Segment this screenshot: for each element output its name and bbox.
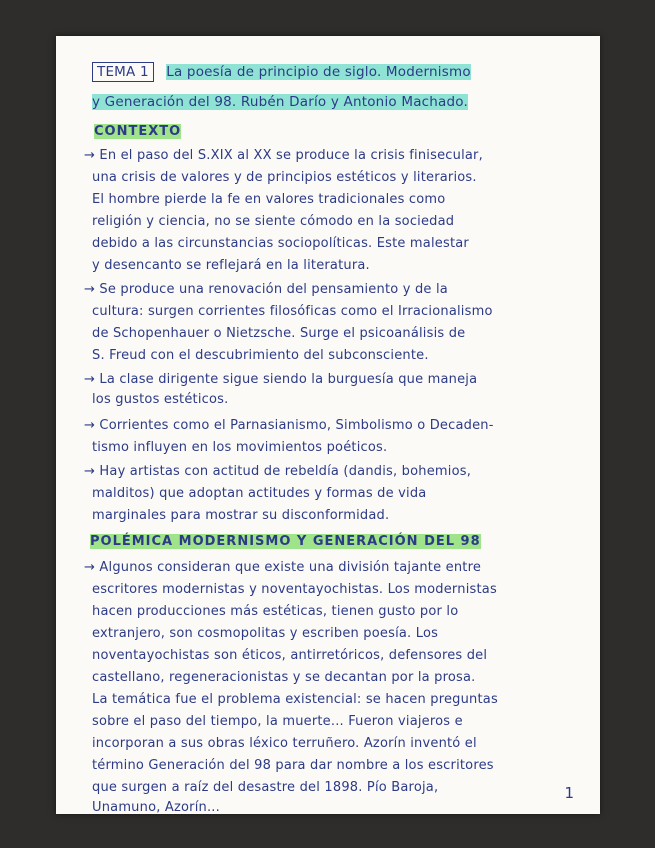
polemica-line: La temática fue el problema existencial: se hacen preguntas (92, 692, 498, 707)
polemica-line: → Algunos consideran que existe una división tajante entre (84, 560, 482, 575)
polemica-heading: POLÉMICA MODERNISMO Y GENERACIÓN DEL 98 (90, 534, 481, 549)
title-line-2 (92, 94, 468, 110)
contexto-line: S. Freud con el descubrimiento del subconsciente. (92, 348, 429, 363)
polemica-line: hacen producciones más estéticas, tienen gusto por lo (92, 604, 459, 619)
contexto-line: cultura: surgen corrientes filosóficas como el Irracionalismo (92, 304, 493, 319)
polemica-line: extranjero, son cosmopolitas y escriben poesía. Los (92, 626, 439, 641)
title-text-2: y Generación del 98. Rubén Darío y Antonio Machado. (92, 94, 468, 110)
contexto-line: → Corrientes como el Parnasianismo, Simbolismo o Decaden- (84, 418, 494, 433)
contexto-line: tismo influyen en los movimientos poéticos. (92, 440, 388, 455)
polemica-line: incorporan a sus obras léxico terruñero. Azorín inventó el (92, 736, 477, 751)
contexto-line: malditos) que adoptan actitudes y formas de vida (92, 486, 427, 501)
contexto-heading: CONTEXTO (94, 124, 182, 139)
polemica-line: término Generación del 98 para dar nombre a los escritores (92, 758, 494, 773)
polemica-line: escritores modernistas y noventayochistas. Los modernistas (92, 582, 497, 597)
title-line-1 (92, 64, 471, 80)
notebook-page (56, 36, 600, 814)
contexto-line: → En el paso del S.XIX al XX se produce la crisis finisecular, (84, 148, 483, 163)
page-number: 1 (564, 784, 574, 802)
polemica-line: que surgen a raíz del desastre del 1898. Pío Baroja, (92, 780, 439, 795)
polemica-line: noventayochistas son éticos, antirretóricos, defensores del (92, 648, 488, 663)
contexto-line: debido a las circunstancias sociopolíticas. Este malestar (92, 236, 469, 251)
polemica-line: Unamuno, Azorín... (92, 800, 220, 814)
title-text-1: La poesía de principio de siglo. Modernismo (166, 64, 471, 80)
contexto-line: → Hay artistas con actitud de rebeldía (dandis, bohemios, (84, 464, 472, 479)
contexto-line: marginales para mostrar su disconformidad. (92, 508, 390, 523)
contexto-line: los gustos estéticos. (92, 392, 229, 407)
polemica-line: castellano, regeneracionistas y se decantan por la prosa. (92, 670, 476, 685)
contexto-line: → Se produce una renovación del pensamiento y de la (84, 282, 448, 297)
contexto-line: una crisis de valores y de principios estéticos y literarios. (92, 170, 477, 185)
contexto-line: de Schopenhauer o Nietzsche. Surge el psicoanálisis de (92, 326, 466, 341)
contexto-line: El hombre pierde la fe en valores tradicionales como (92, 192, 446, 207)
polemica-line: sobre el paso del tiempo, la muerte... Fueron viajeros e (92, 714, 463, 729)
contexto-line: y desencanto se reflejará en la literatura. (92, 258, 370, 273)
contexto-line: religión y ciencia, no se siente cómodo en la sociedad (92, 214, 455, 229)
tema-label: TEMA 1 (92, 62, 154, 82)
contexto-line: → La clase dirigente sigue siendo la burguesía que maneja (84, 372, 478, 387)
